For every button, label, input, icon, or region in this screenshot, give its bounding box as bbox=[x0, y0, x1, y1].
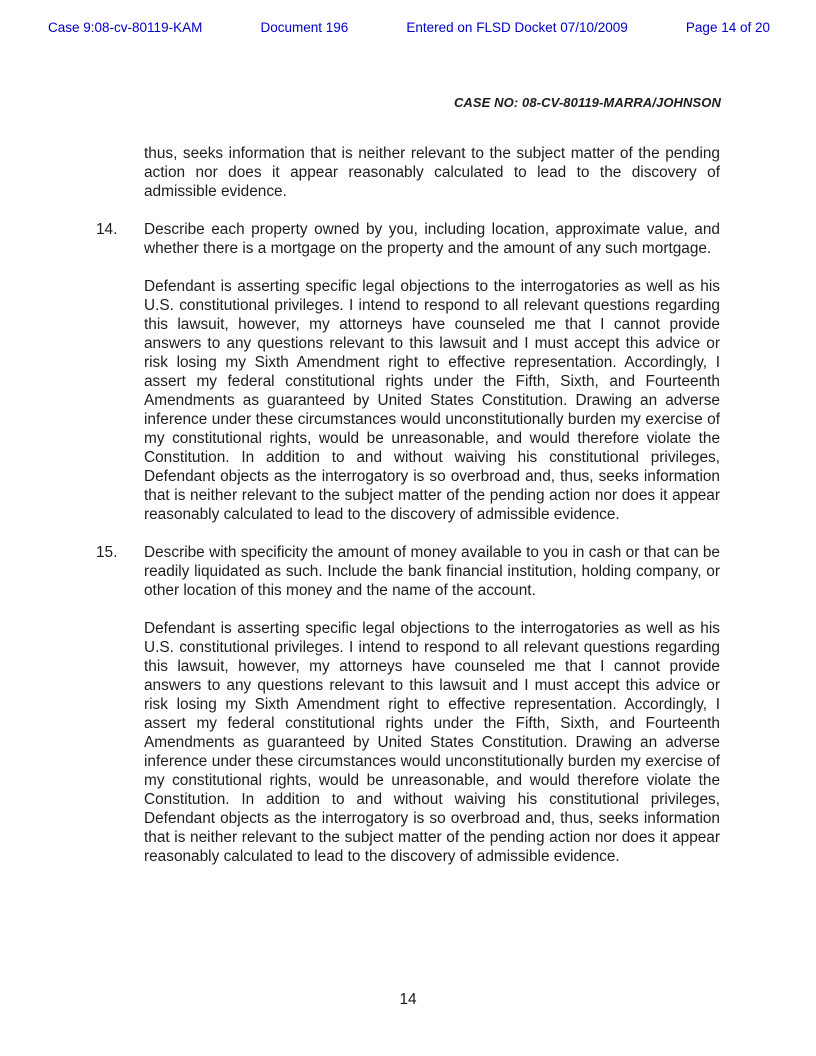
spacer bbox=[96, 258, 720, 277]
header-docket-entry: Entered on FLSD Docket 07/10/2009 bbox=[406, 20, 628, 35]
item-number: 14. bbox=[96, 221, 118, 238]
header-page-count: Page 14 of 20 bbox=[685, 20, 770, 35]
header-case-number: Case 9:08-cv-80119-KAM bbox=[48, 20, 203, 35]
item-question-row bbox=[96, 543, 720, 600]
interrogatory-item-14 bbox=[96, 220, 720, 524]
interrogatory-item-15 bbox=[96, 543, 720, 866]
item-question-row bbox=[96, 220, 720, 258]
header-document-number: Document 196 bbox=[260, 20, 349, 35]
page-number: 14 bbox=[399, 991, 417, 1008]
document-body bbox=[96, 144, 720, 866]
item-question: Describe with specificity the amount of money available to you in cash or that can be readily liquidated as such. Include the bank financial institution, holding company, or other location of this money and the name of the account. bbox=[144, 544, 720, 599]
item-number: 15. bbox=[96, 544, 118, 561]
case-no-line: CASE NO: 08-CV-80119-MARRA/JOHNSON bbox=[453, 95, 721, 110]
item-response: Defendant is asserting specific legal objections to the interrogatories as well as his U.S. constitutional privileges. I intend to respond to all relevant questions regarding this lawsuit, however, my attorneys have counseled me that I cannot provide answers to any questions relevant to this lawsuit and I must accept this advice or risk losing my Sixth Amendment right to effective representation. Accordingly, I assert my federal constitutional rights under the Fifth, Sixth, and Fourteenth Amendments as guaranteed by United States Constitution. Drawing an adverse inference under these circumstances would unconstitutionally burden my exercise of my constitutional rights, would be unreasonable, and would therefore violate the Constitution. In addition to and without waiving his constitutional privileges, Defendant objects as the interrogatory is so overbroad and, thus, seeks information that is neither relevant to the subject matter of the pending action nor does it appear reasonably calculated to lead to the discovery of admissible evidence. bbox=[144, 620, 720, 865]
item-question: Describe each property owned by you, including location, approximate value, and whether there is a mortgage on the property and the amount of any such mortgage. bbox=[144, 221, 720, 257]
spacer bbox=[96, 201, 720, 220]
continuation-paragraph: thus, seeks information that is neither relevant to the subject matter of the pending action nor does it appear reasonably calculated to lead to the discovery of admissible evidence. bbox=[144, 145, 720, 200]
item-response: Defendant is asserting specific legal objections to the interrogatories as well as his U.S. constitutional privileges. I intend to respond to all relevant questions regarding this lawsuit, however, my attorneys have counseled me that I cannot provide answers to any questions relevant to this lawsuit and I must accept this advice or risk losing my Sixth Amendment right to effective representation. Accordingly, I assert my federal constitutional rights under the Fifth, Sixth, and Fourteenth Amendments as guaranteed by United States Constitution. Drawing an adverse inference under these circumstances would unconstitutionally burden my exercise of my constitutional rights, would be unreasonable, and would therefore violate the Constitution. In addition to and without waiving his constitutional privileges, Defendant objects as the interrogatory is so overbroad and, thus, seeks information that is neither relevant to the subject matter of the pending action nor does it appear reasonably calculated to lead to the discovery of admissible evidence. bbox=[144, 278, 720, 523]
spacer bbox=[96, 600, 720, 619]
spacer bbox=[96, 524, 720, 543]
court-stamp-header bbox=[48, 20, 770, 35]
